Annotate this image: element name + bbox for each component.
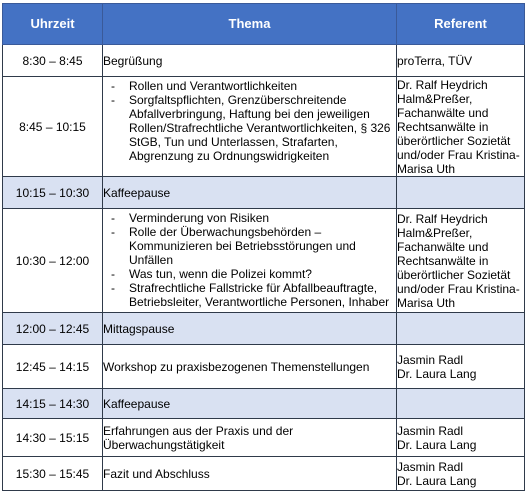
list-item: - Rollen und Verantwortlichkeiten <box>111 79 396 93</box>
speaker-cell: Dr. Ralf Heydrich Halm&Preßer, Fachanwälte und Rechtsanwälte in überörtlicher Sozietät und/oder Frau Kristina-Marisa Uth <box>397 209 525 313</box>
speaker-cell <box>397 345 525 389</box>
topic-cell: Kaffeepause <box>103 177 397 209</box>
speaker-cell: proTerra, TÜV <box>397 45 525 77</box>
table-row <box>3 389 525 419</box>
header-time: Uhrzeit <box>3 4 103 45</box>
speaker-cell <box>397 389 525 419</box>
list-item: - Was tun, wenn die Polizei kommt? <box>111 267 396 281</box>
time-cell: 8:45 – 10:15 <box>3 77 103 177</box>
topic-cell: Begrüßung <box>103 45 397 77</box>
list-item: - Rolle der Überwachungsbehörden – Kommunizieren bei Betriebsstörungen und Unfällen <box>111 225 396 267</box>
header-topic: Thema <box>103 4 397 45</box>
topic-cell <box>103 209 397 313</box>
speaker-cell <box>397 313 525 345</box>
speaker-name: Jasmin Radl <box>397 352 464 367</box>
list-item: - Sorgfaltspflichten, Grenzüberschreitende Abfallverbringung, Haftung bei den jeweiligen Rollen/Strafrechtliche Verantwortlichkeiten, § 326 StGB, Tun und Unterlassen, Strafarten, Abgrenzung zu Ordnungswidrigkeiten <box>111 93 396 163</box>
topic-bullet-list <box>111 211 396 309</box>
speaker-cell: Dr. Ralf Heydrich Halm&Preßer, Fachanwälte und Rechtsanwälte in überörtlicher Sozietät und/oder Frau Kristina-Marisa Uth <box>397 77 525 177</box>
list-item: - Strafrechtliche Fallstricke für Abfallbeauftragte, Betriebsleiter, Verantwortliche Personen, Inhaber <box>111 281 396 309</box>
header-row <box>3 4 525 45</box>
time-cell: 10:30 – 12:00 <box>3 209 103 313</box>
table-row <box>3 345 525 389</box>
topic-cell: Fazit und Abschluss <box>103 457 397 491</box>
agenda-table <box>2 3 525 491</box>
header-speaker: Referent <box>397 4 525 45</box>
table-row <box>3 313 525 345</box>
topic-cell: Erfahrungen aus der Praxis und der Überwachungstätigkeit <box>103 419 397 457</box>
time-cell: 14:15 – 14:30 <box>3 389 103 419</box>
table-row <box>3 209 525 313</box>
table-row <box>3 419 525 457</box>
speaker-name: Jasmin Radl <box>397 459 464 474</box>
topic-cell: Mittagspause <box>103 313 397 345</box>
time-cell: 12:45 – 14:15 <box>3 345 103 389</box>
topic-cell: Workshop zu praxisbezogenen Themenstellungen <box>103 345 397 389</box>
table-row <box>3 45 525 77</box>
speaker-name: Dr. Laura Lang <box>397 366 477 381</box>
speaker-name: Dr. Laura Lang <box>397 437 477 452</box>
time-cell: 12:00 – 12:45 <box>3 313 103 345</box>
speaker-cell <box>397 457 525 491</box>
topic-bullet-list <box>111 79 396 163</box>
topic-cell <box>103 77 397 177</box>
speaker-cell <box>397 177 525 209</box>
table-row <box>3 457 525 491</box>
time-cell: 15:30 – 15:45 <box>3 457 103 491</box>
table-row <box>3 177 525 209</box>
speaker-name: Jasmin Radl <box>397 423 464 438</box>
table-row <box>3 77 525 177</box>
speaker-cell <box>397 419 525 457</box>
time-cell: 8:30 – 8:45 <box>3 45 103 77</box>
time-cell: 14:30 – 15:15 <box>3 419 103 457</box>
topic-cell: Kaffeepause <box>103 389 397 419</box>
speaker-name: Dr. Laura Lang <box>397 473 477 488</box>
list-item: - Verminderung von Risiken <box>111 211 396 225</box>
time-cell: 10:15 – 10:30 <box>3 177 103 209</box>
